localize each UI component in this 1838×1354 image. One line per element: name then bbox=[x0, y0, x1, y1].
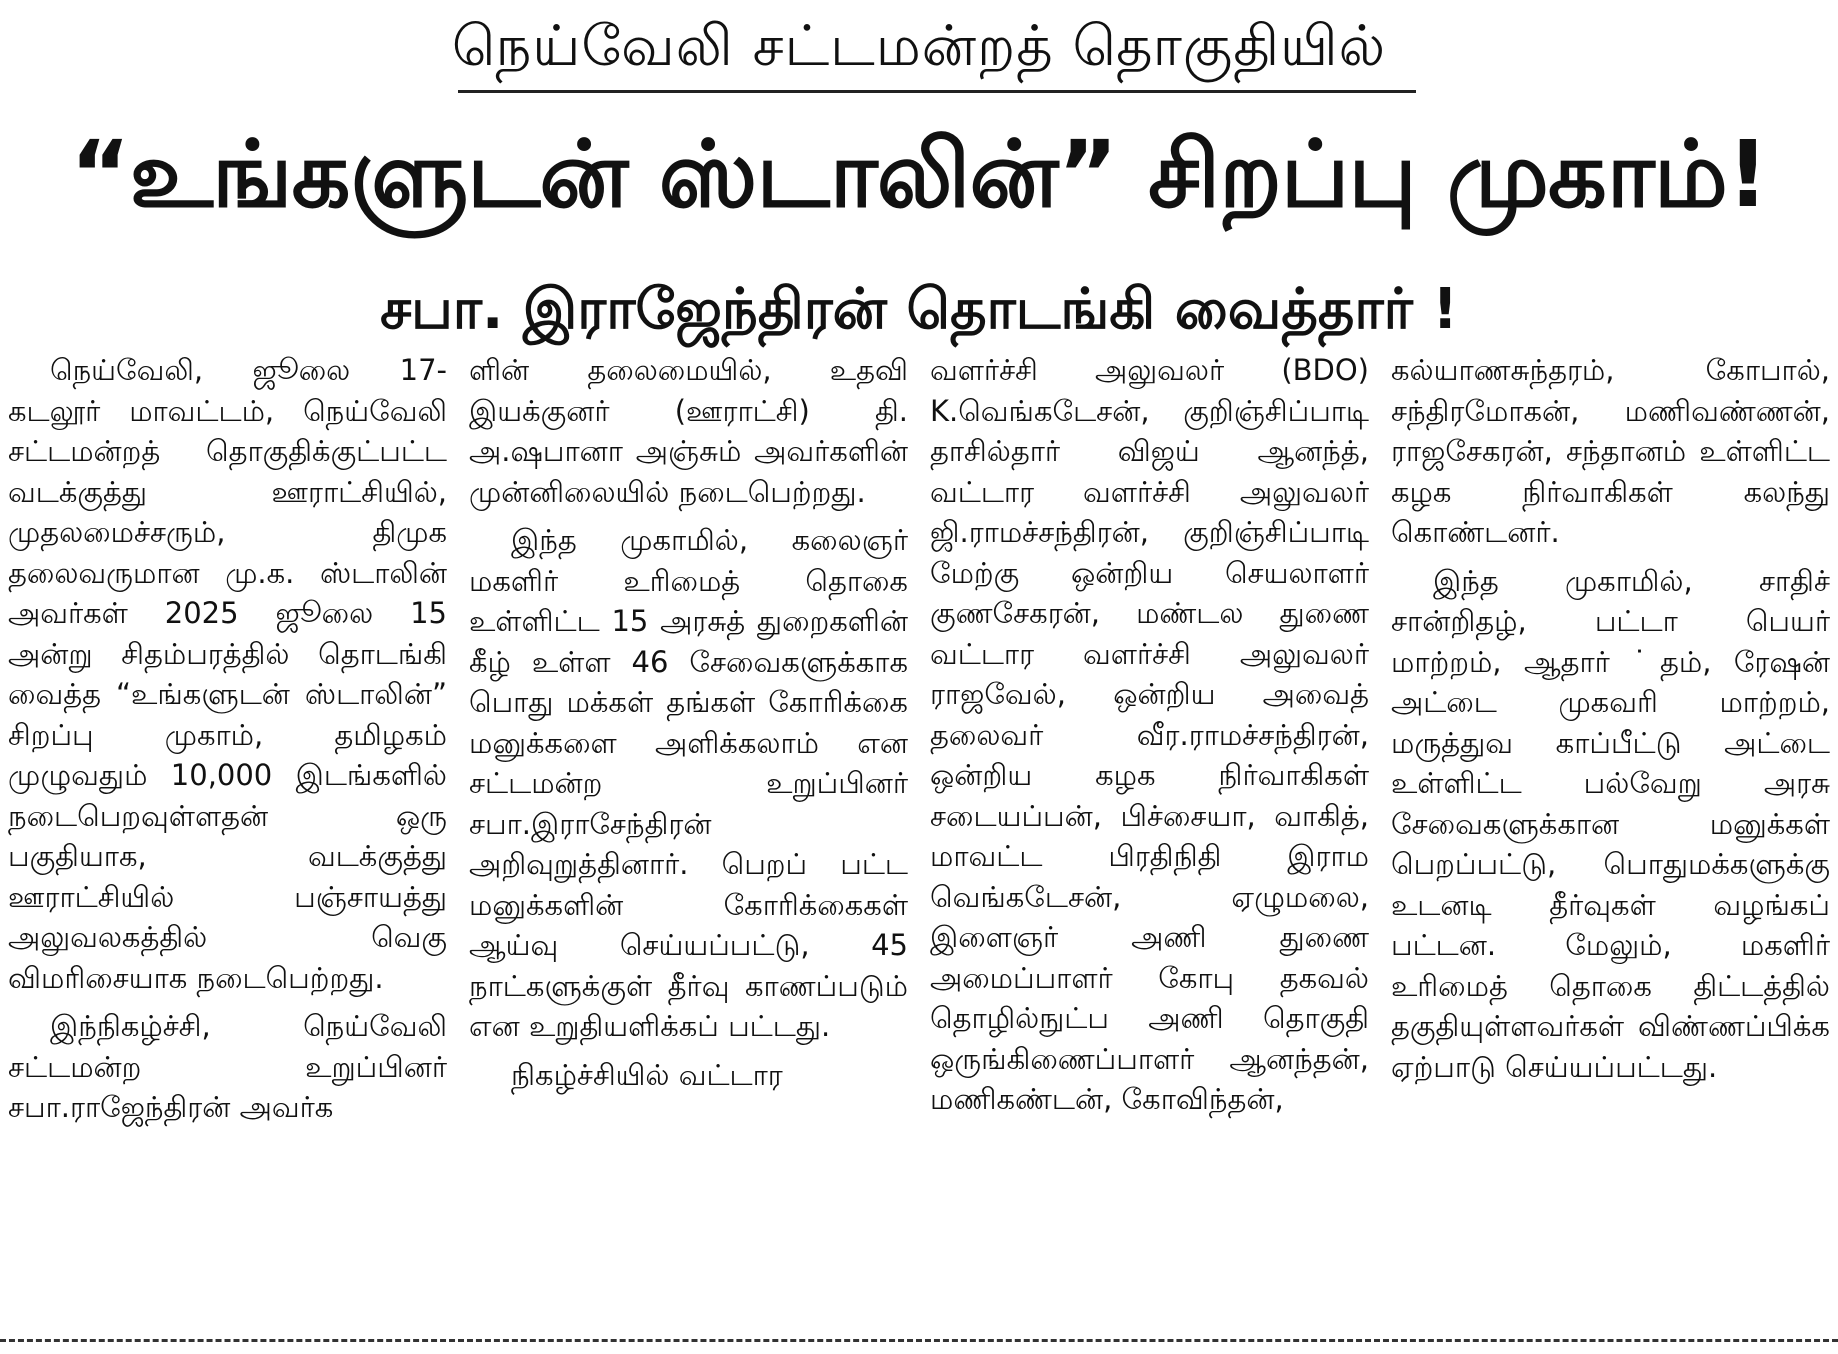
article-column-1 bbox=[8, 350, 447, 1322]
kicker-underline bbox=[458, 90, 1416, 93]
paragraph: இந்த முகாமில், சாதிச் சான்றிதழ், பட்டா பெயர் மாற்றம், ஆதார் ˙தம், ரேஷன் அட்டை முகவரி மாற்றம், மருத்துவ காப்பீட்டு அட்டை உள்ளிட்ட பல்வேறு அரசு சேவைகளுக்கான மனுக்கள் பெறப்பட்டு, பொதுமக்களுக்கு உடனடி தீர்வுகள் வழங்கப் பட்டன. மேலும், மகளிர் உரிமைத் தொகை திட்டத்தில் தகுதியுள்ளவர்கள் விண்ணப்பிக்க ஏற்பாடு செய்யப்பட்டது. bbox=[1391, 563, 1830, 1084]
paragraph: இந்நிகழ்ச்சி, நெய்வேலி சட்டமன்ற உறுப்பினர் சபா.ராஜேந்திரன் அவர்க bbox=[8, 1009, 447, 1124]
paragraph: கல்யாணசுந்தரம், கோபால், சந்திரமோகன், மணிவண்ணன், ராஜசேகரன், சந்தானம் உள்ளிட்ட கழக நிர்வாகிகள் கலந்து கொண்டனர். bbox=[1391, 353, 1830, 549]
dashed-cut-line bbox=[0, 1339, 1838, 1342]
article-column-4 bbox=[1391, 350, 1830, 1322]
paragraph: ளின் தலைமையில், உதவி இயக்குனர் (ஊராட்சி) தி. அ.ஷபானா அஞ்சும் அவர்களின் முன்னிலையில் நடைபெற்றது. bbox=[469, 353, 908, 509]
article-body bbox=[8, 350, 1830, 1322]
paragraph: வளர்ச்சி அலுவலர் (BDO) K.வெங்கடேசன், குறிஞ்சிப்பாடி தாசில்தார் விஜய் ஆனந்த், வட்டார வளர்ச்சி அலுவலர் ஜி.ராமச்சந்திரன், குறிஞ்சிப்பாடி மேற்கு ஒன்றிய செயலாளர் குணசேகரன், மண்டல துணை வட்டார வளர்ச்சி அலுவலர் ராஜவேல், ஒன்றிய அவைத் தலைவர் வீர.ராமச்சந்திரன், ஒன்றிய கழக நிர்வாகிகள் சடையப்பன், பிச்சையா, வாகித், மாவட்ட பிரதிநிதி இராம வெங்கடேசன், ஏழுமலை, இளைஞர் அணி துணை அமைப்பாளர் கோபு தகவல் தொழில்நுட்ப அணி தொகுதி ஒருங்கிணைப்பாளர் ஆனந்தன், மணிகண்டன், கோவிந்தன், bbox=[930, 353, 1369, 1116]
paragraph: நிகழ்ச்சியில் வட்டார bbox=[511, 1057, 783, 1092]
kicker-title: நெய்வேலி சட்டமன்றத் தொகுதியில் bbox=[451, 14, 1387, 79]
headline: “உங்களுடன் ஸ்டாலின்” சிறப்பு முகாம்! bbox=[70, 121, 1768, 228]
article-column-2 bbox=[469, 350, 908, 1322]
paragraph: நெய்வேலி, ஜூலை 17- கடலூர் மாவட்டம், நெய்வேலி சட்டமன்றத் தொகுதிக்குட்பட்ட வடக்குத்து ஊராட்சியில், முதலமைச்சரும், திமுக தலைவருமான மு.க. ஸ்டாலின் அவர்கள் 2025 ஜூலை 15 அன்று சிதம்பரத்தில் தொடங்கி வைத்த “உங்களுடன் ஸ்டாலின்” சிறப்பு முகாம், தமிழகம் முழுவதும் 10,000 இடங்களில் நடைபெறவுள்ளதன் ஒரு பகுதியாக, வடக்குத்து ஊராட்சியில் பஞ்சாயத்து அலுவலகத்தில் வெகு விமரிசையாக நடைபெற்றது. bbox=[8, 353, 447, 995]
article-column-3 bbox=[930, 350, 1369, 1322]
paragraph: இந்த முகாமில், கலைஞர் மகளிர் உரிமைத் தொகை உள்ளிட்ட 15 அரசுத் துறைகளின் கீழ் உள்ள 46 சேவைகளுக்காக பொது மக்கள் தங்கள் கோரிக்கை மனுக்களை அளிக்கலாம் என சட்டமன்ற உறுப்பினர் சபா.இராசேந்திரன் அறிவுறுத்தினார். பெறப் பட்ட மனுக்களின் கோரிக்கைகள் ஆய்வு செய்யப்பட்டு, 45 நாட்களுக்குள் தீர்வு காணப்படும் என உறுதியளிக்கப் பட்டது. bbox=[469, 523, 908, 1043]
subheadline: சபா. இராஜேந்திரன் தொடங்கி வைத்தார் ! bbox=[380, 277, 1458, 342]
